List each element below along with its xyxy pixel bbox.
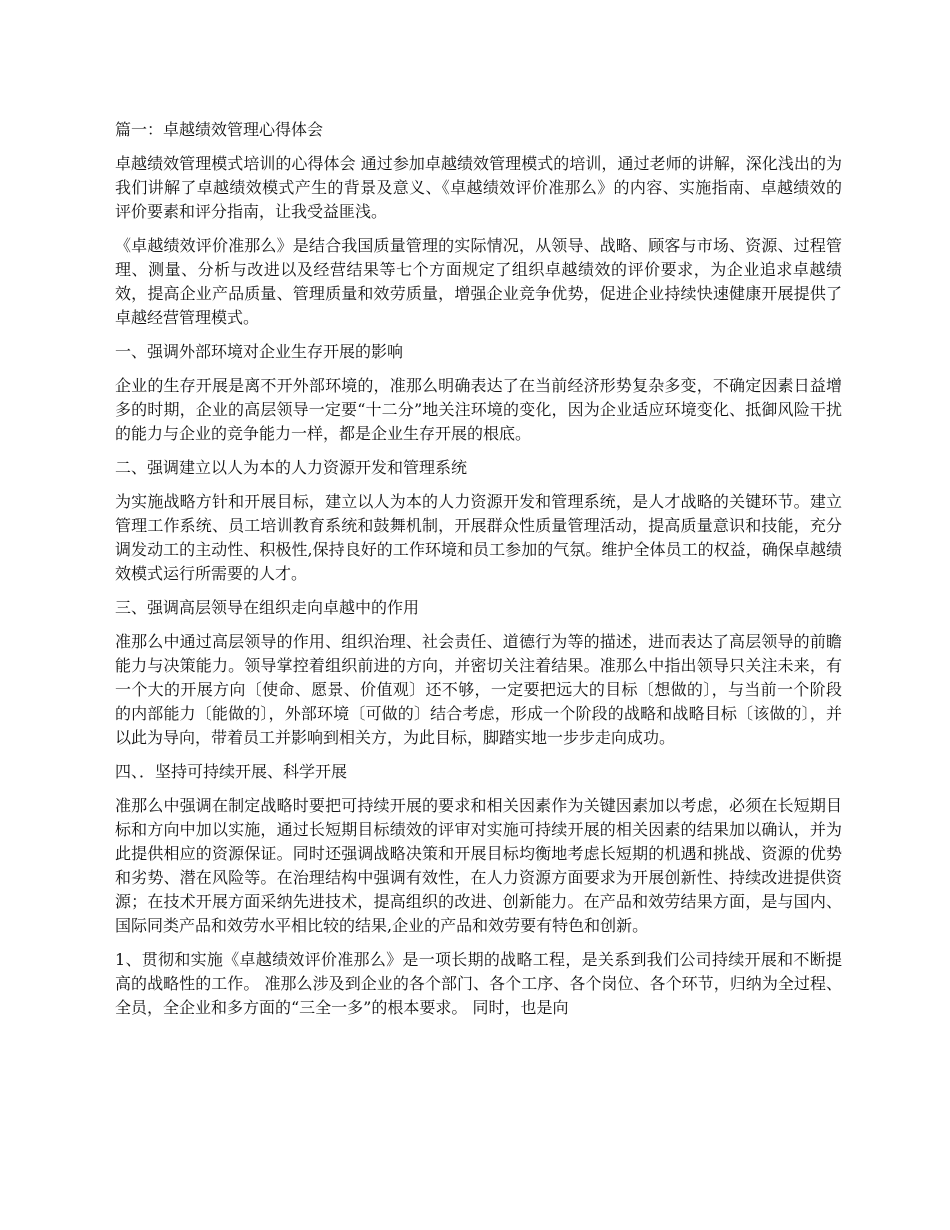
section-heading: 二、强调建立以人为本的人力资源开发和管理系统 <box>115 458 468 477</box>
section-heading: 一、强调外部环境对企业生存开展的影响 <box>115 342 404 361</box>
document-title: 篇一：卓越绩效管理心得体会 <box>115 120 324 139</box>
body-paragraph: 准那么中通过高层领导的作用、组织治理、社会责任、道德行为等的描述，进而表达了高层领导的前瞻能力与决策能力。领导掌控着组织前进的方向，并密切关注着结果。准那么中指出领导只关注未来，有一个大的开展方向〔使命、愿景、价值观〕还不够，一定要把远大的目标〔想做的〕，与当前一个阶段的内部能力〔能做的〕，外部环境〔可做的〕结合考虑，形成一个阶段的战略和战略目标〔该做的〕，并以此为导向，带着员工并影响到相关方，为此目标，脚踏实地一步步走向成功。 <box>115 632 842 747</box>
body-paragraph: 卓越绩效管理模式培训的心得体会 通过参加卓越绩效管理模式的培训，通过老师的讲解，深化浅出的为我们讲解了卓越绩效模式产生的背景及意义、《卓越绩效评价准那么》的内容、实施指南、卓越绩效的评价要素和评分指南，让我受益匪浅。 <box>115 154 842 221</box>
section-heading: 四、．坚持可持续开展、科学开展 <box>115 762 348 781</box>
body-paragraph: 为实施战略方针和开展目标，建立以人为本的人力资源开发和管理系统，是人才战略的关键环节。建立管理工作系统、员工培训教育系统和鼓舞机制，开展群众性质量管理活动，提高质量意识和技能，充分调发动工的主动性、积极性,保持良好的工作环境和员工参加的气氛。维护全体员工的权益，确保卓越绩效模式运行所需要的人才。 <box>115 492 842 583</box>
document-page <box>115 118 842 1030</box>
document-body <box>115 152 842 1020</box>
body-paragraph: 1、贯彻和实施《卓越绩效评价准那么》是一项长期的战略工程，是关系到我们公司持续开展和不断提高的战略性的工作。 准那么涉及到企业的各个部门、各个工序、各个岗位、各个环节，归纳为全过程、全员，全企业和多方面的“三全一多”的根本要求。 同时，也是向 <box>115 950 842 1017</box>
section-heading: 三、强调高层领导在组织走向卓越中的作用 <box>115 598 420 617</box>
body-paragraph: 《卓越绩效评价准那么》是结合我国质量管理的实际情况，从领导、战略、顾客与市场、资源、过程管理、测量、分析与改进以及经营结果等七个方面规定了组织卓越绩效的评价要求，为企业追求卓越绩效，提高企业产品质量、管理质量和效劳质量，增强企业竞争优势，促进企业持续快速健康开展提供了卓越经营管理模式。 <box>115 236 842 327</box>
body-paragraph: 准那么中强调在制定战略时要把可持续开展的要求和相关因素作为关键因素加以考虑，必须在长短期目标和方向中加以实施，通过长短期目标绩效的评审对实施可持续开展的相关因素的结果加以确认，并为此提供相应的资源保证。同时还强调战略决策和开展目标均衡地考虑长短期的机遇和挑战、资源的优势和劣势、潜在风险等。在治理结构中强调有效性，在人力资源方面要求为开展创新性、持续改进提供资源；在技术开展方面采纳先进技术，提高组织的改进、创新能力。在产品和效劳结果方面，是与国内、国际同类产品和效劳水平相比较的结果,企业的产品和效劳要有特色和创新。 <box>115 796 842 935</box>
body-paragraph: 企业的生存开展是离不开外部环境的，准那么明确表达了在当前经济形势复杂多变，不确定因素日益增多的时期，企业的高层领导一定要“十二分”地关注环境的变化，因为企业适应环境变化、抵御风险干扰的能力与企业的竞争能力一样，都是企业生存开展的根底。 <box>115 376 842 443</box>
